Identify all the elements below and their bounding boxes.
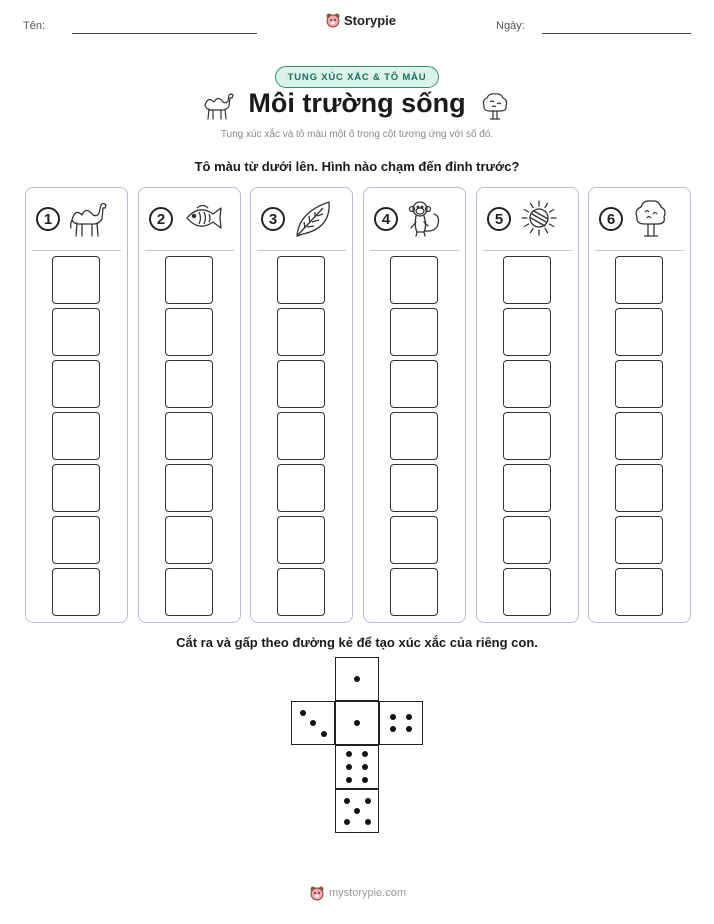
dice-pip: [390, 726, 396, 732]
color-box[interactable]: [503, 516, 551, 564]
page-subtitle: Tung xúc xắc và tô màu một ô trong cột tương ứng với số đó.: [220, 129, 494, 140]
column-divider: [370, 250, 459, 251]
color-box[interactable]: [277, 412, 325, 460]
column-number: 2: [149, 207, 173, 231]
color-box[interactable]: [52, 516, 100, 564]
bear-logo-icon: [309, 885, 325, 901]
tree-decoration-icon: [481, 91, 509, 121]
color-box[interactable]: [165, 360, 213, 408]
dice-pip: [354, 720, 360, 726]
dice-pip: [362, 751, 368, 757]
color-box[interactable]: [165, 568, 213, 616]
color-box[interactable]: [503, 568, 551, 616]
color-box[interactable]: [52, 308, 100, 356]
color-box[interactable]: [615, 516, 663, 564]
color-box[interactable]: [615, 360, 663, 408]
monkey-icon: [406, 198, 448, 245]
color-box[interactable]: [277, 516, 325, 564]
color-box[interactable]: [165, 308, 213, 356]
bear-logo-icon: [325, 12, 341, 28]
color-box[interactable]: [615, 308, 663, 356]
dice-pip: [310, 720, 316, 726]
column-number: 6: [599, 207, 623, 231]
color-box[interactable]: [52, 568, 100, 616]
dice-face-4: [379, 701, 423, 745]
dice-pip: [321, 731, 327, 737]
color-box[interactable]: [503, 464, 551, 512]
dice-face-5: [335, 789, 379, 833]
dice-pip: [365, 798, 371, 804]
dice-pip: [390, 714, 396, 720]
dice-pip: [300, 710, 306, 716]
dice-face-6: [335, 745, 379, 789]
column-divider: [32, 250, 121, 251]
color-box[interactable]: [503, 412, 551, 460]
tree-icon: [631, 198, 673, 245]
habitat-column-3: [250, 187, 353, 623]
dice-pip: [346, 751, 352, 757]
column-header: [26, 188, 127, 250]
column-header: [364, 188, 465, 250]
column-divider: [483, 250, 572, 251]
brand-logo: [325, 12, 396, 28]
habitat-column-4: [363, 187, 466, 623]
color-box[interactable]: [390, 360, 438, 408]
color-box[interactable]: [503, 256, 551, 304]
color-box[interactable]: [390, 256, 438, 304]
color-box[interactable]: [165, 256, 213, 304]
sun-icon: [519, 198, 561, 245]
color-box[interactable]: [503, 360, 551, 408]
habitat-column-5: [476, 187, 579, 623]
brand-name: Storypie: [344, 12, 397, 28]
fish-icon: [181, 198, 223, 245]
color-box[interactable]: [615, 256, 663, 304]
color-box[interactable]: [390, 568, 438, 616]
color-box[interactable]: [390, 464, 438, 512]
coloring-instruction: Tô màu từ dưới lên. Hình nào chạm đến đỉnh trước?: [194, 159, 520, 174]
camel-icon: [68, 198, 110, 245]
column-header: [589, 188, 690, 250]
dice-pip: [406, 714, 412, 720]
dice-pip: [354, 676, 360, 682]
color-box[interactable]: [390, 308, 438, 356]
column-header: [477, 188, 578, 250]
color-box[interactable]: [165, 516, 213, 564]
habitat-column-1: [25, 187, 128, 623]
dice-pip: [365, 819, 371, 825]
footer: [309, 885, 406, 901]
habitat-column-6: [588, 187, 691, 623]
color-box[interactable]: [52, 464, 100, 512]
color-box[interactable]: [52, 412, 100, 460]
color-box[interactable]: [615, 412, 663, 460]
dice-pip: [362, 777, 368, 783]
color-box[interactable]: [52, 256, 100, 304]
color-box[interactable]: [503, 308, 551, 356]
dice-instruction: Cắt ra và gấp theo đường kẻ để tạo xúc xắc của riêng con.: [176, 635, 538, 650]
color-box[interactable]: [277, 568, 325, 616]
name-line[interactable]: [72, 33, 257, 34]
color-box[interactable]: [165, 464, 213, 512]
dice-face-3: [291, 701, 335, 745]
name-label: Tên:: [23, 20, 46, 32]
color-box[interactable]: [277, 256, 325, 304]
color-box[interactable]: [390, 516, 438, 564]
dice-pip: [344, 819, 350, 825]
column-number: 1: [36, 207, 60, 231]
dice-pip: [346, 764, 352, 770]
dice-pip: [362, 764, 368, 770]
color-box[interactable]: [615, 464, 663, 512]
dice-pip: [354, 808, 360, 814]
color-box[interactable]: [52, 360, 100, 408]
column-number: 5: [487, 207, 511, 231]
date-line[interactable]: [542, 33, 691, 34]
leaf-icon: [293, 198, 335, 245]
column-header: [139, 188, 240, 250]
color-box[interactable]: [390, 412, 438, 460]
color-box[interactable]: [277, 308, 325, 356]
column-divider: [145, 250, 234, 251]
dice-pip: [344, 798, 350, 804]
color-box[interactable]: [277, 360, 325, 408]
dice-face-1: [335, 657, 379, 701]
dice-pip: [346, 777, 352, 783]
dice-pip: [406, 726, 412, 732]
footer-url[interactable]: mystorypie.com: [329, 887, 407, 899]
page-title: Môi trường sống: [248, 88, 466, 118]
color-box[interactable]: [615, 568, 663, 616]
dice-face-1: [335, 701, 379, 745]
column-header: [251, 188, 352, 250]
color-box[interactable]: [165, 412, 213, 460]
habitat-column-2: [138, 187, 241, 623]
column-number: 3: [261, 207, 285, 231]
date-label: Ngày:: [496, 20, 525, 32]
column-divider: [257, 250, 346, 251]
color-box[interactable]: [277, 464, 325, 512]
activity-badge: TUNG XÚC XẮC & TÔ MÀU: [275, 66, 439, 88]
column-divider: [595, 250, 684, 251]
column-number: 4: [374, 207, 398, 231]
